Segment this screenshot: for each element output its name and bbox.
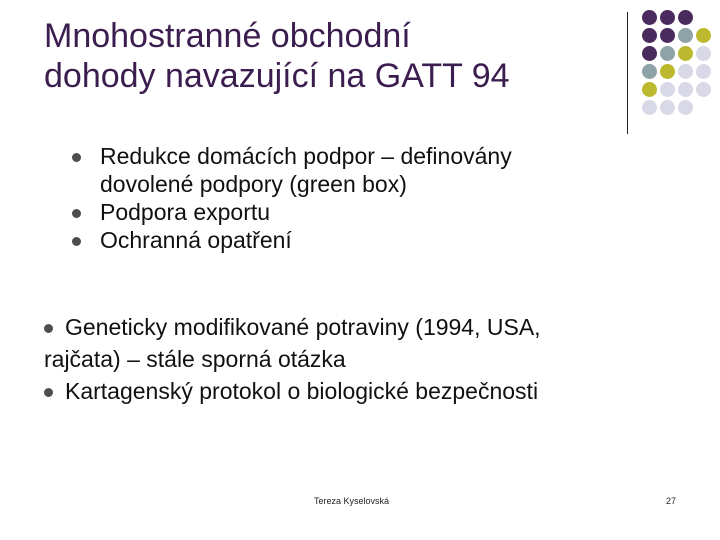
dot: [696, 46, 711, 61]
title-line-2: dohody navazující na GATT 94: [44, 57, 510, 95]
dot: [678, 82, 693, 97]
dot: [660, 100, 675, 115]
title-line-1: Mnohostranné obchodní: [44, 17, 411, 55]
bullet-text-line: Geneticky modifikované potraviny (1994, USA,: [65, 314, 541, 340]
dot: [678, 64, 693, 79]
bullet-text-line: rajčata) – stále sporná otázka: [44, 346, 346, 372]
dot: [696, 82, 711, 97]
list-item: [72, 226, 512, 254]
bullet-icon: [72, 237, 81, 246]
bullet-text-line: Kartagenský protokol o biologické bezpečnosti: [65, 378, 539, 404]
dot: [660, 28, 675, 43]
list-item: [44, 311, 664, 375]
bullet-text-line: Podpora exportu: [100, 199, 271, 225]
list-item: [72, 198, 512, 226]
list-item: [72, 142, 512, 198]
dot: [642, 100, 657, 115]
dot: [642, 10, 657, 25]
sub-bullet-list: [72, 142, 512, 254]
dot: [696, 64, 711, 79]
dot: [678, 100, 693, 115]
dot: [660, 10, 675, 25]
dot: [678, 46, 693, 61]
bullet-line: [44, 375, 664, 407]
dot: [678, 10, 693, 25]
dot: [642, 82, 657, 97]
dot: [660, 82, 675, 97]
list-item: [44, 375, 664, 407]
main-bullet-list: [44, 311, 664, 407]
footer-author: Tereza Kyselovská: [314, 496, 390, 506]
dot: [660, 64, 675, 79]
dot: [642, 46, 657, 61]
bullet-text-line: Redukce domácích podpor – definovány: [100, 143, 512, 169]
title-divider-line: [627, 12, 628, 134]
dot: [642, 28, 657, 43]
dot: [696, 28, 711, 43]
bullet-icon: [44, 388, 53, 397]
bullet-icon: [44, 324, 53, 333]
dot: [642, 64, 657, 79]
page-number: 27: [666, 496, 677, 506]
bullet-text-line: Ochranná opatření: [100, 227, 292, 253]
slide-title: [44, 16, 624, 96]
bullet-icon: [72, 153, 81, 162]
dot: [678, 28, 693, 43]
dot: [660, 46, 675, 61]
bullet-text-line: dovolené podpory (green box): [100, 171, 407, 197]
bullet-icon: [72, 209, 81, 218]
bullet-line: [44, 311, 664, 343]
